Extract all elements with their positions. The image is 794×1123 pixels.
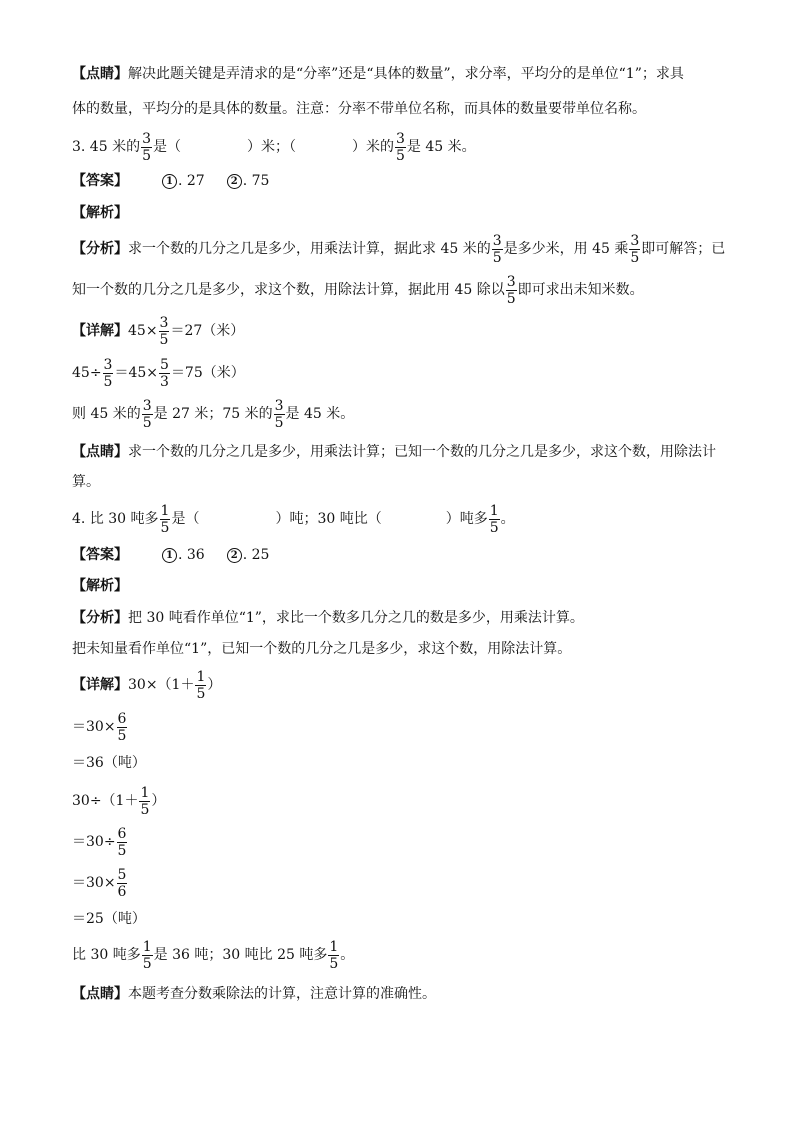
q4-mid3: ）吨多 bbox=[445, 511, 488, 527]
frac-num: 1 bbox=[160, 502, 170, 519]
frac-num: 6 bbox=[117, 825, 127, 842]
frac-num: 1 bbox=[140, 784, 150, 801]
frac-num: 1 bbox=[489, 502, 499, 519]
q4-s3: ＝36（吨） bbox=[72, 755, 146, 771]
q4-s8-b: 是 36 吨；30 吨比 25 吨多 bbox=[153, 947, 328, 963]
q4-fenxi-line-2 bbox=[72, 631, 724, 667]
frac-den: 5 bbox=[489, 519, 499, 536]
frac-num: 3 bbox=[274, 397, 284, 414]
q4-step-1 bbox=[72, 664, 724, 706]
q4-s8-frac-1 bbox=[142, 939, 153, 972]
q4-s6-frac bbox=[117, 867, 128, 900]
q4-s4-b: ） bbox=[151, 793, 166, 809]
q3-suffix: 是 45 米。 bbox=[406, 139, 476, 155]
q4-s8-c: 。 bbox=[340, 947, 355, 963]
q3-frac2-num: 3 bbox=[396, 130, 405, 147]
q3-frac1-den: 5 bbox=[142, 147, 151, 164]
q3-mid1: 是（ bbox=[153, 139, 181, 155]
q4-s2-frac bbox=[117, 711, 128, 744]
q3-dianjing-text-1: 求一个数的几分之几是多少，用乘法计算；已知一个数的几分之几是多少，求这个数，用除法计 bbox=[128, 444, 716, 460]
q3-xiangjie-line-1 bbox=[72, 310, 724, 352]
q3-x3-frac-1 bbox=[142, 398, 153, 431]
q3-x1-frac bbox=[159, 315, 170, 348]
q3-answer-1: . 27 bbox=[178, 173, 205, 189]
circled-number-1: 1 bbox=[162, 548, 177, 563]
q4-dianjing-text: 本题考查分数乘除法的计算，注意计算的准确性。 bbox=[128, 986, 436, 1002]
q3-fenxi-b: 是多少米，用 45 乘 bbox=[503, 241, 629, 257]
question-3 bbox=[72, 127, 724, 167]
fenxi-tag: 【分析】 bbox=[72, 610, 128, 626]
frac-den: 5 bbox=[117, 727, 127, 744]
frac-num: 3 bbox=[630, 232, 640, 249]
q4-s8-a: 比 30 吨多 bbox=[72, 947, 141, 963]
q3-fenxi2-frac bbox=[506, 274, 517, 307]
frac-num: 3 bbox=[506, 273, 516, 290]
q3-fenxi-c: 即可解答；已 bbox=[641, 241, 726, 257]
q4-answer-1: . 36 bbox=[178, 547, 205, 563]
frac-den: 5 bbox=[159, 331, 169, 348]
frac-num: 3 bbox=[142, 397, 152, 414]
answer-tag: 【答案】 bbox=[72, 173, 128, 189]
q4-fraction-2 bbox=[489, 503, 500, 536]
q3-x3-frac-2 bbox=[274, 398, 285, 431]
xiangjie-tag: 【详解】 bbox=[72, 323, 128, 339]
q3-x2-c: ＝75（米） bbox=[170, 365, 245, 381]
frac-num: 1 bbox=[196, 668, 206, 685]
q3-frac1-num: 3 bbox=[142, 130, 151, 147]
frac-den: 5 bbox=[196, 685, 206, 702]
dianjing-tag: 【点睛】 bbox=[72, 986, 128, 1002]
frac-den: 5 bbox=[329, 955, 339, 972]
q3-dianjing-text-2: 算。 bbox=[72, 474, 100, 490]
q4-s7: ＝25（吨） bbox=[72, 911, 146, 927]
q3-mid2: ）米；（ bbox=[247, 139, 296, 155]
q4-answer-2: . 25 bbox=[242, 547, 270, 563]
q3-xiangjie-line-2 bbox=[72, 352, 724, 394]
q4-s5-a: ＝30÷ bbox=[72, 834, 116, 850]
q3-xiangjie-line-3 bbox=[72, 393, 724, 435]
dianjing-tag: 【点睛】 bbox=[72, 66, 128, 82]
frac-den: 5 bbox=[103, 373, 113, 390]
fenxi-tag: 【分析】 bbox=[72, 241, 128, 257]
xiangjie-tag: 【详解】 bbox=[72, 677, 128, 693]
q3-x3-b: 是 27 米；75 米的 bbox=[153, 406, 273, 422]
q4-step-7 bbox=[72, 901, 724, 937]
q4-step-2 bbox=[72, 706, 724, 748]
dianjing-tag: 【点睛】 bbox=[72, 444, 128, 460]
q4-s5-frac bbox=[117, 826, 128, 859]
intro-line-1 bbox=[72, 56, 724, 92]
q3-analysis-heading bbox=[72, 195, 724, 231]
frac-num: 5 bbox=[160, 356, 169, 373]
q3-fraction-2 bbox=[395, 131, 406, 164]
circled-number-1: 1 bbox=[162, 174, 177, 189]
frac-den: 6 bbox=[117, 883, 127, 900]
q3-x2-b: ＝45× bbox=[114, 365, 159, 381]
q4-step-4 bbox=[72, 780, 724, 822]
q4-suffix: 。 bbox=[500, 511, 515, 527]
frac-den: 5 bbox=[117, 842, 127, 859]
frac-num: 3 bbox=[159, 314, 169, 331]
q3-fenxi-a: 求一个数的几分之几是多少，用乘法计算，据此求 45 米的 bbox=[128, 241, 491, 257]
q4-prefix: 4. 比 30 吨多 bbox=[72, 511, 159, 527]
q4-s1-a: 30×（1＋ bbox=[128, 677, 195, 693]
q4-fenxi-text-1: 把 30 吨看作单位“1”，求比一个数多几分之几的数是多少，用乘法计算。 bbox=[128, 610, 584, 626]
q4-conclusion bbox=[72, 934, 724, 976]
q4-fraction-1 bbox=[160, 503, 171, 536]
q4-mid1: 是（ bbox=[171, 511, 200, 527]
frac-num: 6 bbox=[117, 710, 127, 727]
q3-frac2-den: 5 bbox=[396, 147, 405, 164]
frac-den: 5 bbox=[630, 249, 640, 266]
q4-s4-frac bbox=[139, 785, 150, 818]
q3-mid3: ）米的 bbox=[352, 139, 394, 155]
circled-number-2: 2 bbox=[227, 548, 242, 563]
q3-fenxi-line-1 bbox=[72, 228, 724, 270]
frac-den: 5 bbox=[160, 519, 170, 536]
frac-num: 3 bbox=[103, 356, 113, 373]
question-4 bbox=[72, 498, 724, 540]
q4-fenxi-text-2: 把未知量看作单位“1”，已知一个数的几分之几是多少，求这个数，用除法计算。 bbox=[72, 641, 572, 657]
q3-x2-frac-2 bbox=[159, 357, 170, 390]
frac-den: 3 bbox=[160, 373, 169, 390]
q4-s4-a: 30÷（1＋ bbox=[72, 793, 139, 809]
q3-x1-b: ＝27（米） bbox=[170, 323, 245, 339]
q3-x2-frac-1 bbox=[103, 357, 114, 390]
frac-num: 1 bbox=[142, 938, 152, 955]
frac-den: 5 bbox=[506, 290, 516, 307]
frac-den: 5 bbox=[274, 414, 284, 431]
q4-s2-a: ＝30× bbox=[72, 719, 116, 735]
q3-fenxi-line-2 bbox=[72, 269, 724, 311]
q4-step-6 bbox=[72, 862, 724, 904]
q4-s6-a: ＝30× bbox=[72, 875, 116, 891]
analysis-tag: 【解析】 bbox=[72, 578, 128, 594]
frac-den: 5 bbox=[492, 249, 502, 266]
analysis-tag: 【解析】 bbox=[72, 205, 128, 221]
q3-fenxi-frac-1 bbox=[492, 233, 503, 266]
q4-step-3 bbox=[72, 745, 724, 781]
q3-dianjing-line-2 bbox=[72, 464, 724, 500]
intro-text-1: 解决此题关键是弄清求的是“分率”还是“具体的数量”，求分率，平均分的是单位“1”；求具 bbox=[128, 66, 684, 82]
q3-answer bbox=[72, 163, 724, 199]
q3-x3-c: 是 45 米。 bbox=[285, 406, 355, 422]
q3-x1-a: 45× bbox=[128, 323, 158, 339]
q4-analysis-heading bbox=[72, 568, 724, 604]
q4-s1-b: ） bbox=[207, 677, 222, 693]
circled-number-2: 2 bbox=[227, 174, 242, 189]
frac-num: 3 bbox=[492, 232, 502, 249]
q4-mid2: ）吨；30 吨比（ bbox=[275, 511, 382, 527]
q3-fenxi2-b: 即可求出未知米数。 bbox=[517, 282, 644, 298]
q4-step-5 bbox=[72, 821, 724, 863]
intro-line-2 bbox=[72, 91, 724, 127]
q4-s1-frac bbox=[195, 669, 206, 702]
intro-text-2: 体的数量，平均分的是具体的数量。注意：分率不带单位名称，而具体的数量要带单位名称。 bbox=[72, 101, 646, 117]
q3-x2-a: 45÷ bbox=[72, 365, 102, 381]
q4-s8-frac-2 bbox=[328, 939, 339, 972]
frac-den: 5 bbox=[142, 414, 152, 431]
q3-fenxi2-a: 知一个数的几分之几是多少，求这个数，用除法计算，据此用 45 除以 bbox=[72, 282, 505, 298]
frac-den: 5 bbox=[142, 955, 152, 972]
q3-prefix: 3. 45 米的 bbox=[72, 139, 141, 155]
answer-tag: 【答案】 bbox=[72, 547, 128, 563]
q3-x3-a: 则 45 米的 bbox=[72, 406, 141, 422]
frac-num: 1 bbox=[329, 938, 339, 955]
frac-den: 5 bbox=[140, 801, 150, 818]
q3-fraction-1 bbox=[141, 131, 152, 164]
q3-fenxi-frac-2 bbox=[629, 233, 640, 266]
q4-dianjing bbox=[72, 976, 724, 1012]
frac-num: 5 bbox=[117, 866, 127, 883]
q3-answer-2: . 75 bbox=[242, 173, 270, 189]
